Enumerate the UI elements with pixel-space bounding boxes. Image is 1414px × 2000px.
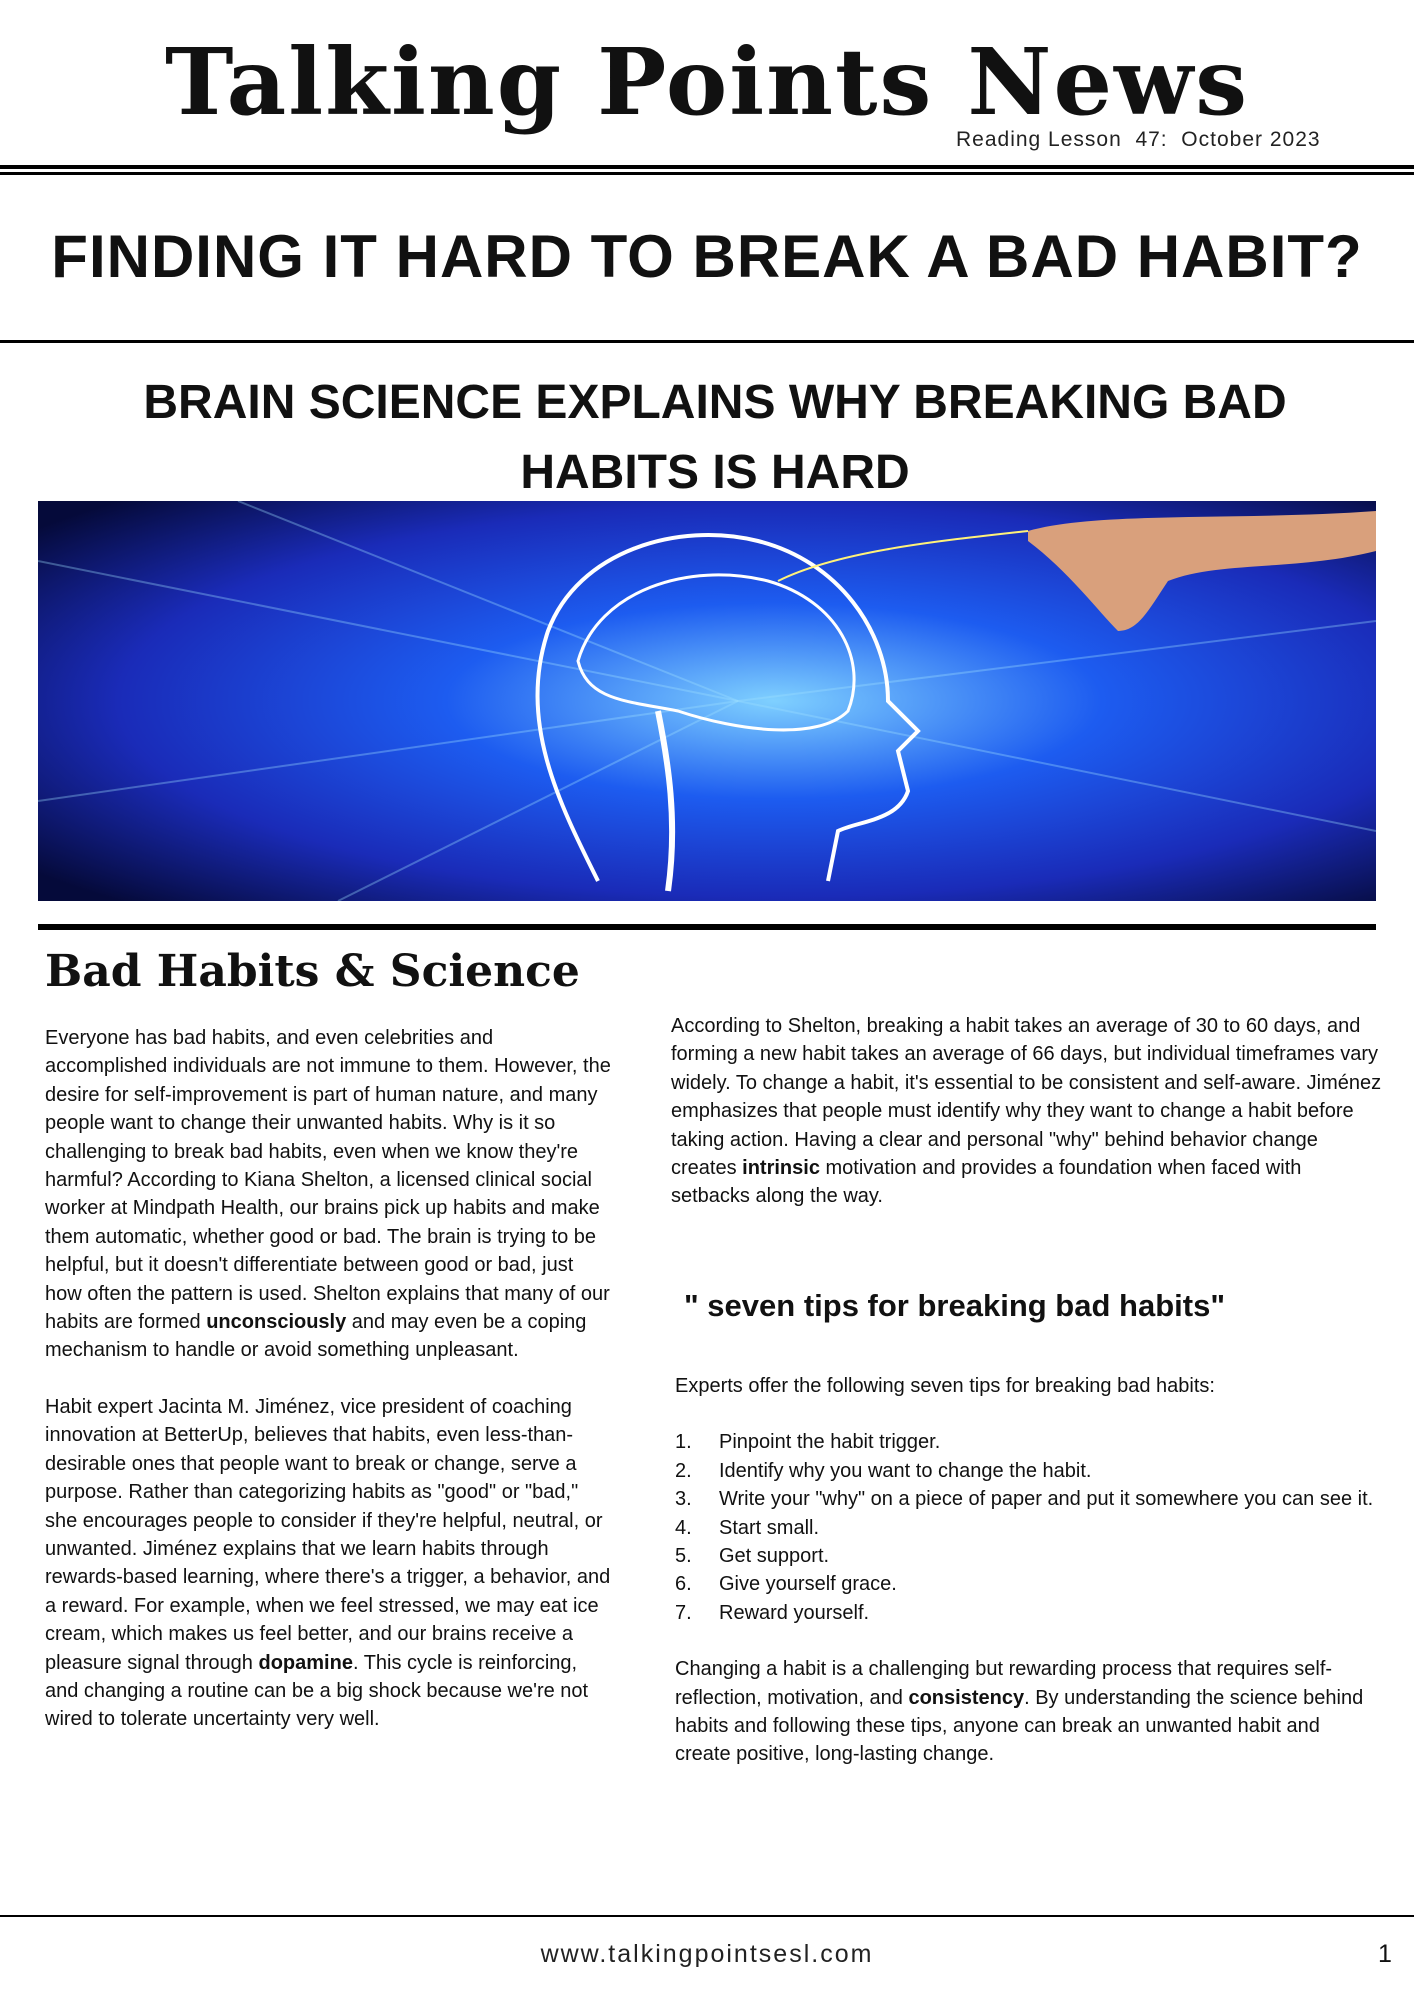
divider	[0, 165, 1414, 169]
list-item	[675, 1485, 1380, 1513]
bold-term: consistency	[908, 1686, 1025, 1709]
item-number: 4.	[675, 1516, 692, 1539]
hero-brain-image	[38, 501, 1376, 901]
list-item	[675, 1514, 1380, 1542]
paragraph	[45, 1024, 615, 1365]
item-number: 1.	[675, 1431, 692, 1454]
subheadline: BRAIN SCIENCE EXPLAINS WHY BREAKING BAD HABITS IS HARD	[143, 376, 1287, 499]
masthead-title: Talking Points News	[164, 28, 1249, 136]
lesson-date: Reading Lesson 47: October 2023	[956, 128, 1321, 151]
divider	[0, 340, 1414, 343]
list-item	[675, 1428, 1380, 1456]
page-number: 1	[1378, 1940, 1392, 1968]
text: Habit expert Jacinta M. Jiménez, vice president of coaching innovation at BetterUp, believes that habits, even less-than-desirable ones that people want to break or change, serve a purpose. Rather than categorizing habits as "good" or "bad," she encourages people to consider if they're helpful, neutral, or unwanted. Jiménez explains that we learn habits through rewards-based learning, where there's a trigger, a behavior, and a reward. For example, when we feel stressed, we may eat ice cream, which makes us feel better, and our brains receive a pleasure signal through	[45, 1395, 611, 1674]
tips-section	[675, 1372, 1380, 1769]
bold-term: unconsciously	[206, 1311, 347, 1334]
item-number: 6.	[675, 1573, 692, 1596]
item-number: 5.	[675, 1545, 692, 1568]
item-text: Give yourself grace.	[719, 1573, 897, 1596]
bold-term: dopamine	[258, 1651, 353, 1674]
headline: FINDING IT HARD TO BREAK A BAD HABIT?	[51, 223, 1363, 290]
text: Changing a habit is a challenging but rewarding process that requires self-reflection, motivation, and	[675, 1658, 1333, 1709]
item-number: 7.	[675, 1601, 692, 1624]
tips-title: " seven tips for breaking bad habits"	[684, 1288, 1226, 1323]
item-text: Start small.	[719, 1516, 820, 1539]
paragraph	[671, 1012, 1383, 1211]
conclusion	[675, 1655, 1380, 1769]
item-number: 3.	[675, 1488, 692, 1511]
text: . This cycle is reinforcing, and changing a routine can be a big shock because we're not wired to tolerate uncertainty very well.	[45, 1651, 589, 1731]
left-column	[45, 1024, 615, 1762]
item-text: Identify why you want to change the habit.	[719, 1459, 1092, 1482]
divider	[38, 924, 1376, 930]
list-item	[675, 1599, 1380, 1627]
divider	[0, 172, 1414, 175]
item-text: Get support.	[719, 1545, 830, 1568]
item-text: Reward yourself.	[719, 1601, 870, 1624]
footer-divider	[0, 1915, 1414, 1917]
item-text: Pinpoint the habit trigger.	[719, 1431, 941, 1454]
bold-term: intrinsic	[742, 1157, 820, 1180]
text: According to Shelton, breaking a habit takes an average of 30 to 60 days, and forming a new habit takes an average of 66 days, but individual timeframes vary widely. To change a habit, it's essential to be consistent and self-aware. Jiménez emphasizes that people must identify why they want to change a habit before taking action. Having a clear and personal "why" behind behavior change creates	[671, 1015, 1382, 1180]
list-item	[675, 1570, 1380, 1598]
list-item	[675, 1542, 1380, 1570]
text: and may even be a coping mechanism to handle or avoid something unpleasant.	[45, 1311, 587, 1362]
item-number: 2.	[675, 1459, 692, 1482]
section-title: Bad Habits & Science	[45, 946, 580, 997]
tips-list	[675, 1428, 1380, 1627]
text: Everyone has bad habits, and even celebrities and accomplished individuals are not immune to them. However, the desire for self-improvement is part of human nature, and many people want to change their unwanted habits. Why is it so challenging to break bad habits, even when we know they're harmful? According to Kiana Shelton, a licensed clinical social worker at Mindpath Health, our brains pick up habits and make them automatic, whether good or bad. The brain is trying to be helpful, but it doesn't differentiate between good or bad, just how often the pattern is used. Shelton explains that many of our habits are formed	[45, 1027, 611, 1334]
footer-url-link[interactable]: www.talkingpointsesl.com	[540, 1940, 874, 1968]
text: . By understanding the science behind habits and following these tips, anyone can break an unwanted habit and create positive, long-lasting change.	[675, 1686, 1364, 1766]
paragraph	[45, 1393, 615, 1734]
text: motivation and provides a foundation when faced with setbacks along the way.	[671, 1157, 1302, 1208]
list-item	[675, 1457, 1380, 1485]
item-text: Write your "why" on a piece of paper and put it somewhere you can see it.	[719, 1488, 1374, 1511]
right-column	[671, 1012, 1383, 1239]
tips-intro: Experts offer the following seven tips for breaking bad habits:	[675, 1375, 1215, 1397]
